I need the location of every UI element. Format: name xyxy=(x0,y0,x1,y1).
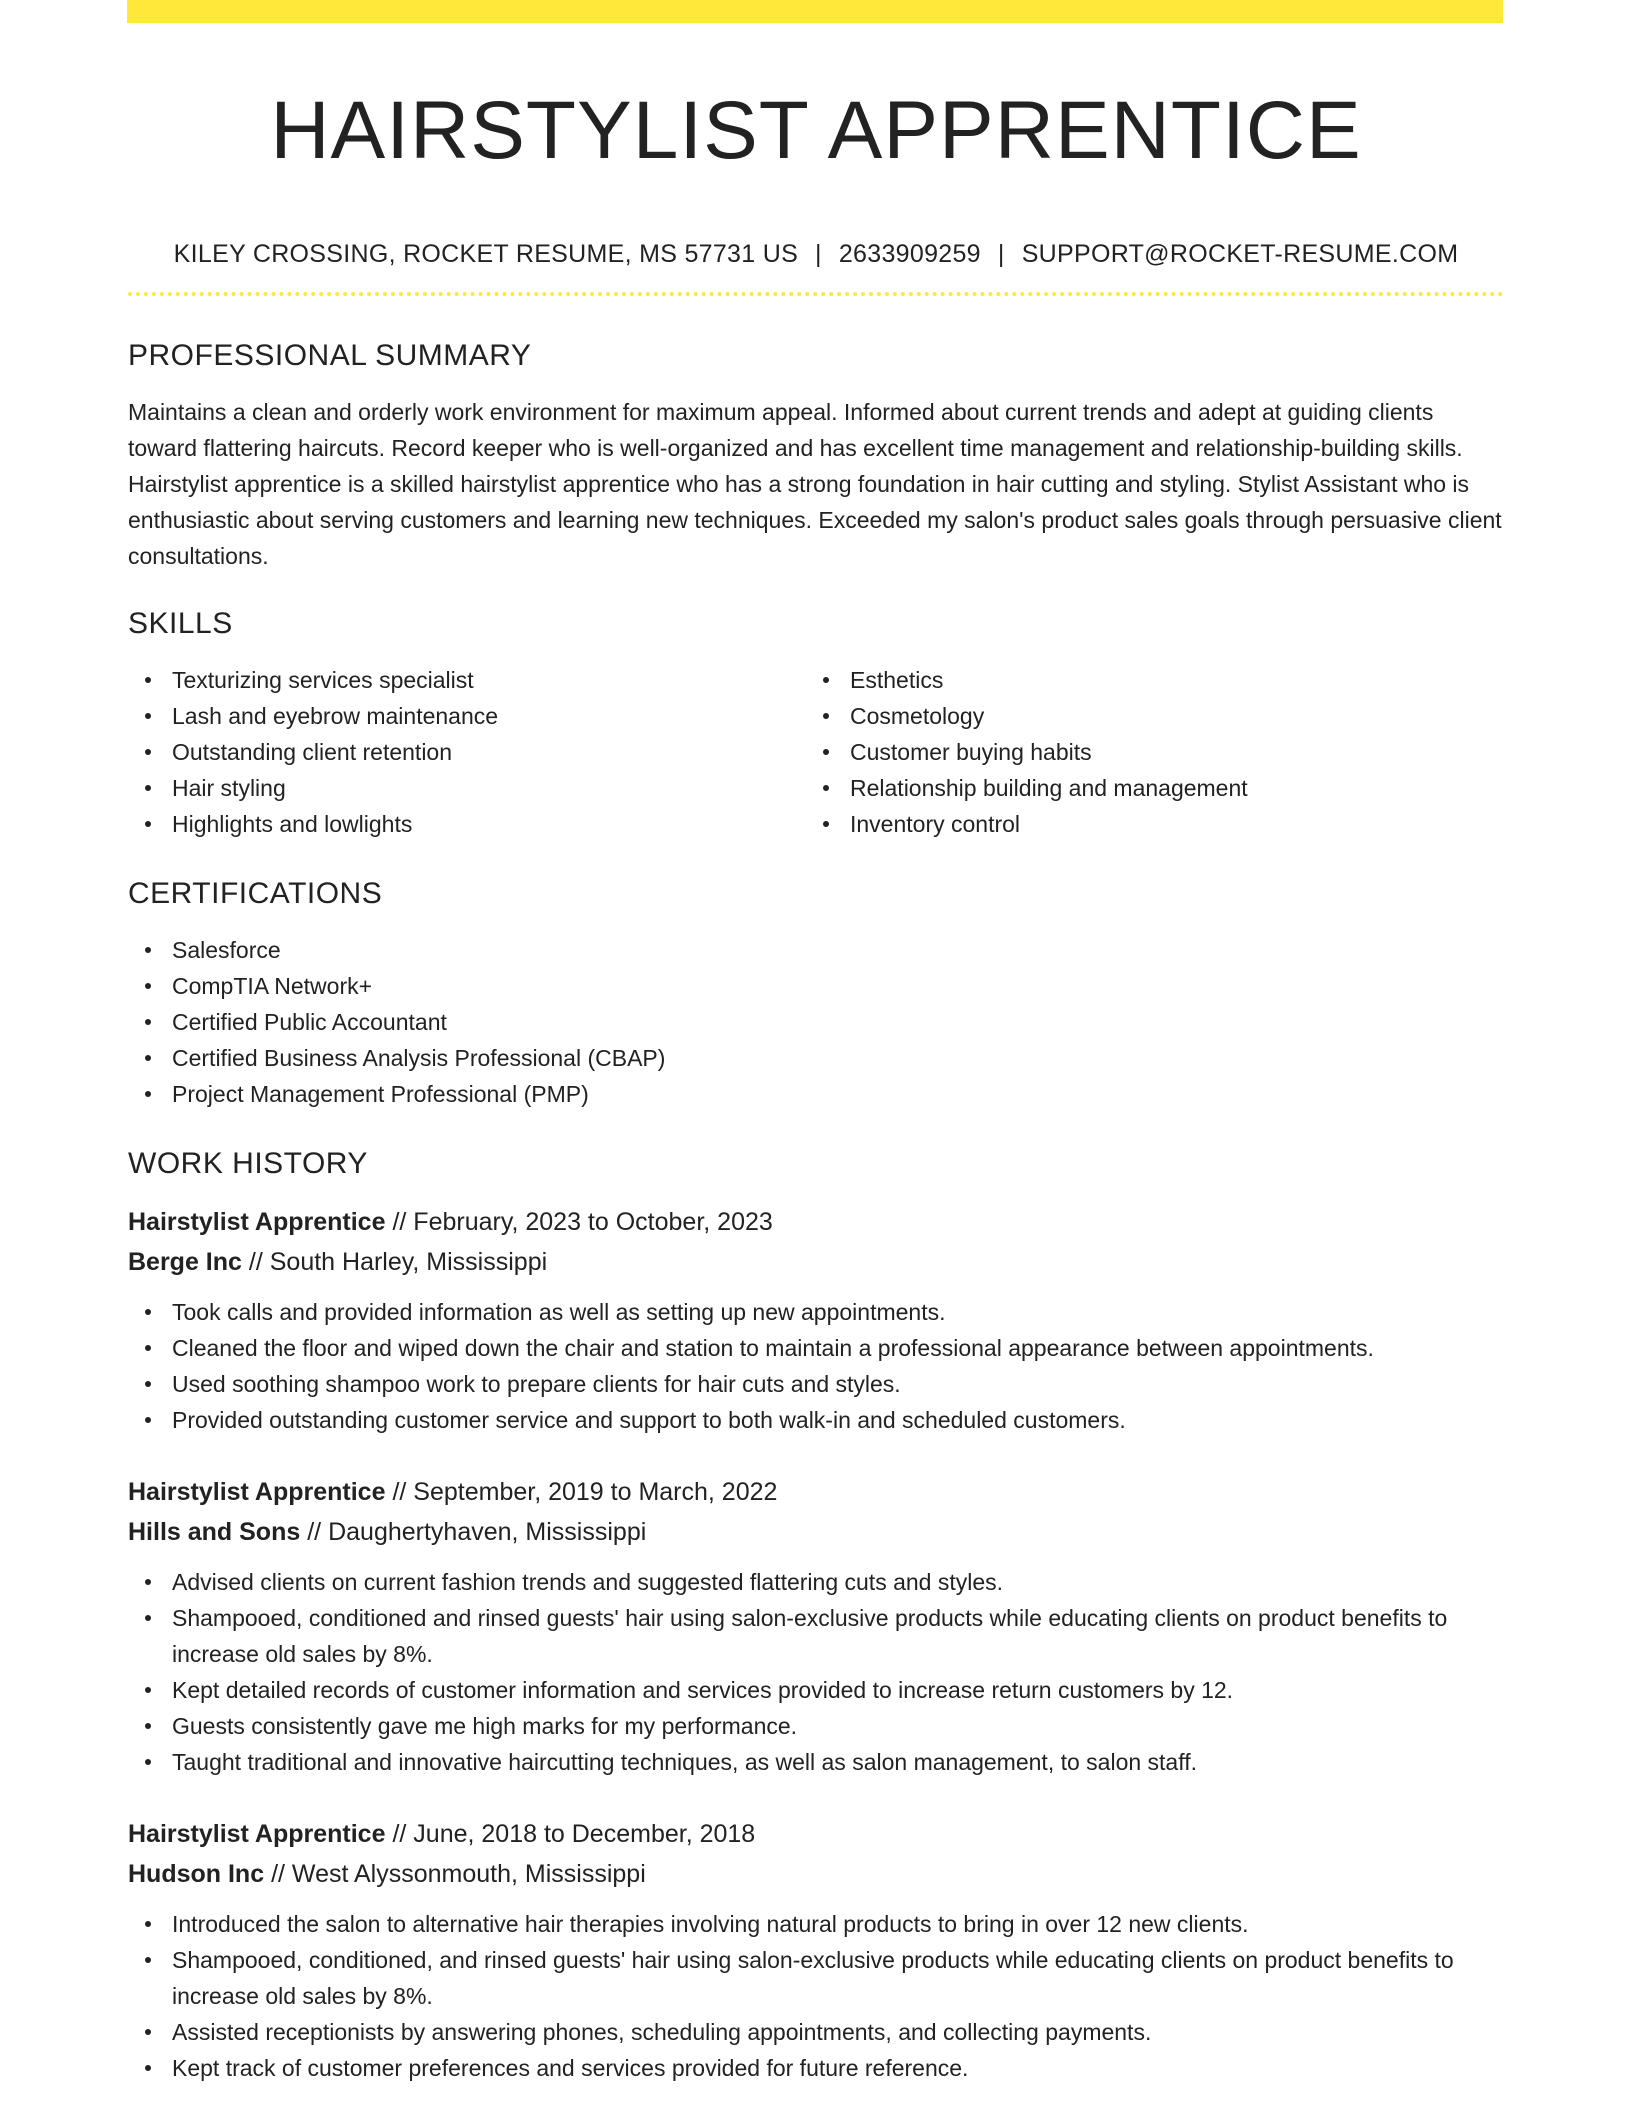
skill-item: Esthetics xyxy=(850,662,1484,698)
job-company: Berge Inc xyxy=(128,1248,242,1276)
resume-content xyxy=(128,23,1504,2086)
job-bullets xyxy=(128,1564,1504,1780)
job-bullet: Cleaned the floor and wiped down the chair and station to maintain a professional appearance between appointments. xyxy=(172,1330,1504,1366)
job-location: South Harley, Mississippi xyxy=(269,1248,548,1276)
header-divider xyxy=(128,292,1504,296)
skill-item: Highlights and lowlights xyxy=(172,806,806,842)
summary-text: Maintains a clean and orderly work environment for maximum appeal. Informed about current trends and adept at guiding clients toward flattering haircuts. Record keeper who is well-organized and has excellent time management and relationship-building skills. Hairstylist apprentice is a skilled hairstylist apprentice who has a strong foundation in hair cutting and styling. Stylist Assistant who is enthusiastic about serving customers and learning new techniques. Exceeded my salon's product sales goals through persuasive client consultations. xyxy=(128,399,1502,569)
job-company-line xyxy=(128,1512,1504,1552)
job-title-line xyxy=(128,1202,1504,1242)
contact-line xyxy=(128,238,1504,270)
certifications-list xyxy=(128,932,1504,1112)
skills-heading: SKILLS xyxy=(128,607,233,640)
job-dates: June, 2018 to December, 2018 xyxy=(413,1820,756,1848)
job-bullet: Assisted receptionists by answering phones, scheduling appointments, and collecting payments. xyxy=(172,2014,1504,2050)
work-history-heading: WORK HISTORY xyxy=(128,1147,368,1180)
skills-list-left xyxy=(128,662,806,842)
job-bullet: Used soothing shampoo work to prepare clients for hair cuts and styles. xyxy=(172,1366,1504,1402)
job-location: Daughertyhaven, Mississippi xyxy=(328,1518,647,1546)
certification-item: Certified Business Analysis Professional (CBAP) xyxy=(172,1040,1504,1076)
job-delimiter: // xyxy=(271,1860,285,1888)
job-bullet: Guests consistently gave me high marks for my performance. xyxy=(172,1708,1504,1744)
certification-item: Salesforce xyxy=(172,932,1504,968)
candidate-name: HAIRSTYLIST APPRENTICE xyxy=(270,85,1362,176)
job-company: Hudson Inc xyxy=(128,1860,265,1888)
job-dates: February, 2023 to October, 2023 xyxy=(413,1208,773,1236)
job-company: Hills and Sons xyxy=(128,1518,301,1546)
skills-column-right xyxy=(806,662,1484,842)
job-bullet: Taught traditional and innovative haircutting techniques, as well as salon management, to salon staff. xyxy=(172,1744,1504,1780)
job-dates: September, 2019 to March, 2022 xyxy=(413,1478,778,1506)
job-entry xyxy=(128,1472,1504,1780)
certification-item: CompTIA Network+ xyxy=(172,968,1504,1004)
skill-item: Outstanding client retention xyxy=(172,734,806,770)
job-entry xyxy=(128,1814,1504,2086)
accent-top-bar xyxy=(127,0,1503,23)
job-bullet: Shampooed, conditioned, and rinsed guests' hair using salon-exclusive products while educating clients on product benefits to increase old sales by 8%. xyxy=(172,1942,1504,2014)
skill-item: Relationship building and management xyxy=(850,770,1484,806)
skills-column-left xyxy=(128,662,806,842)
contact-address: KILEY CROSSING, ROCKET RESUME, MS 57731 US xyxy=(173,240,799,268)
job-bullet: Introduced the salon to alternative hair therapies involving natural products to bring in over 12 new clients. xyxy=(172,1906,1504,1942)
certification-item: Project Management Professional (PMP) xyxy=(172,1076,1504,1112)
job-delimiter: // xyxy=(392,1478,407,1506)
job-company-line xyxy=(128,1242,1504,1282)
skill-item: Texturizing services specialist xyxy=(172,662,806,698)
skill-item: Customer buying habits xyxy=(850,734,1484,770)
job-entry xyxy=(128,1202,1504,1438)
certifications-heading: CERTIFICATIONS xyxy=(128,877,383,910)
job-bullets xyxy=(128,1294,1504,1438)
job-bullet: Provided outstanding customer service and support to both walk-in and scheduled customers. xyxy=(172,1402,1504,1438)
job-title-line xyxy=(128,1814,1504,1854)
contact-separator: | xyxy=(815,240,822,268)
job-delimiter: // xyxy=(307,1518,322,1546)
skill-item: Cosmetology xyxy=(850,698,1484,734)
job-delimiter: // xyxy=(392,1820,407,1848)
job-bullet: Shampooed, conditioned and rinsed guests' hair using salon-exclusive products while educating clients on product benefits to increase old sales by 8%. xyxy=(172,1600,1504,1672)
contact-email: SUPPORT@ROCKET-RESUME.COM xyxy=(1021,240,1459,268)
job-delimiter: // xyxy=(248,1248,263,1276)
job-title: Hairstylist Apprentice xyxy=(128,1208,386,1236)
skill-item: Hair styling xyxy=(172,770,806,806)
job-title: Hairstylist Apprentice xyxy=(128,1478,386,1506)
contact-separator: | xyxy=(997,240,1005,268)
skills-list-right xyxy=(806,662,1484,842)
skill-item: Lash and eyebrow maintenance xyxy=(172,698,806,734)
job-title: Hairstylist Apprentice xyxy=(128,1820,386,1848)
summary-heading: PROFESSIONAL SUMMARY xyxy=(128,339,532,372)
job-bullet: Took calls and provided information as well as setting up new appointments. xyxy=(172,1294,1504,1330)
job-bullet: Kept detailed records of customer information and services provided to increase return customers by 12. xyxy=(172,1672,1504,1708)
job-company-line xyxy=(128,1854,1504,1894)
job-title-line xyxy=(128,1472,1504,1512)
job-bullets xyxy=(128,1906,1504,2086)
job-location: West Alyssonmouth, Mississippi xyxy=(291,1860,646,1888)
contact-phone: 2633909259 xyxy=(838,240,981,268)
skill-item: Inventory control xyxy=(850,806,1484,842)
skills-columns xyxy=(128,662,1504,842)
certification-item: Certified Public Accountant xyxy=(172,1004,1504,1040)
job-delimiter: // xyxy=(392,1208,407,1236)
job-bullet: Kept track of customer preferences and services provided for future reference. xyxy=(172,2050,1504,2086)
job-bullet: Advised clients on current fashion trends and suggested flattering cuts and styles. xyxy=(172,1564,1504,1600)
